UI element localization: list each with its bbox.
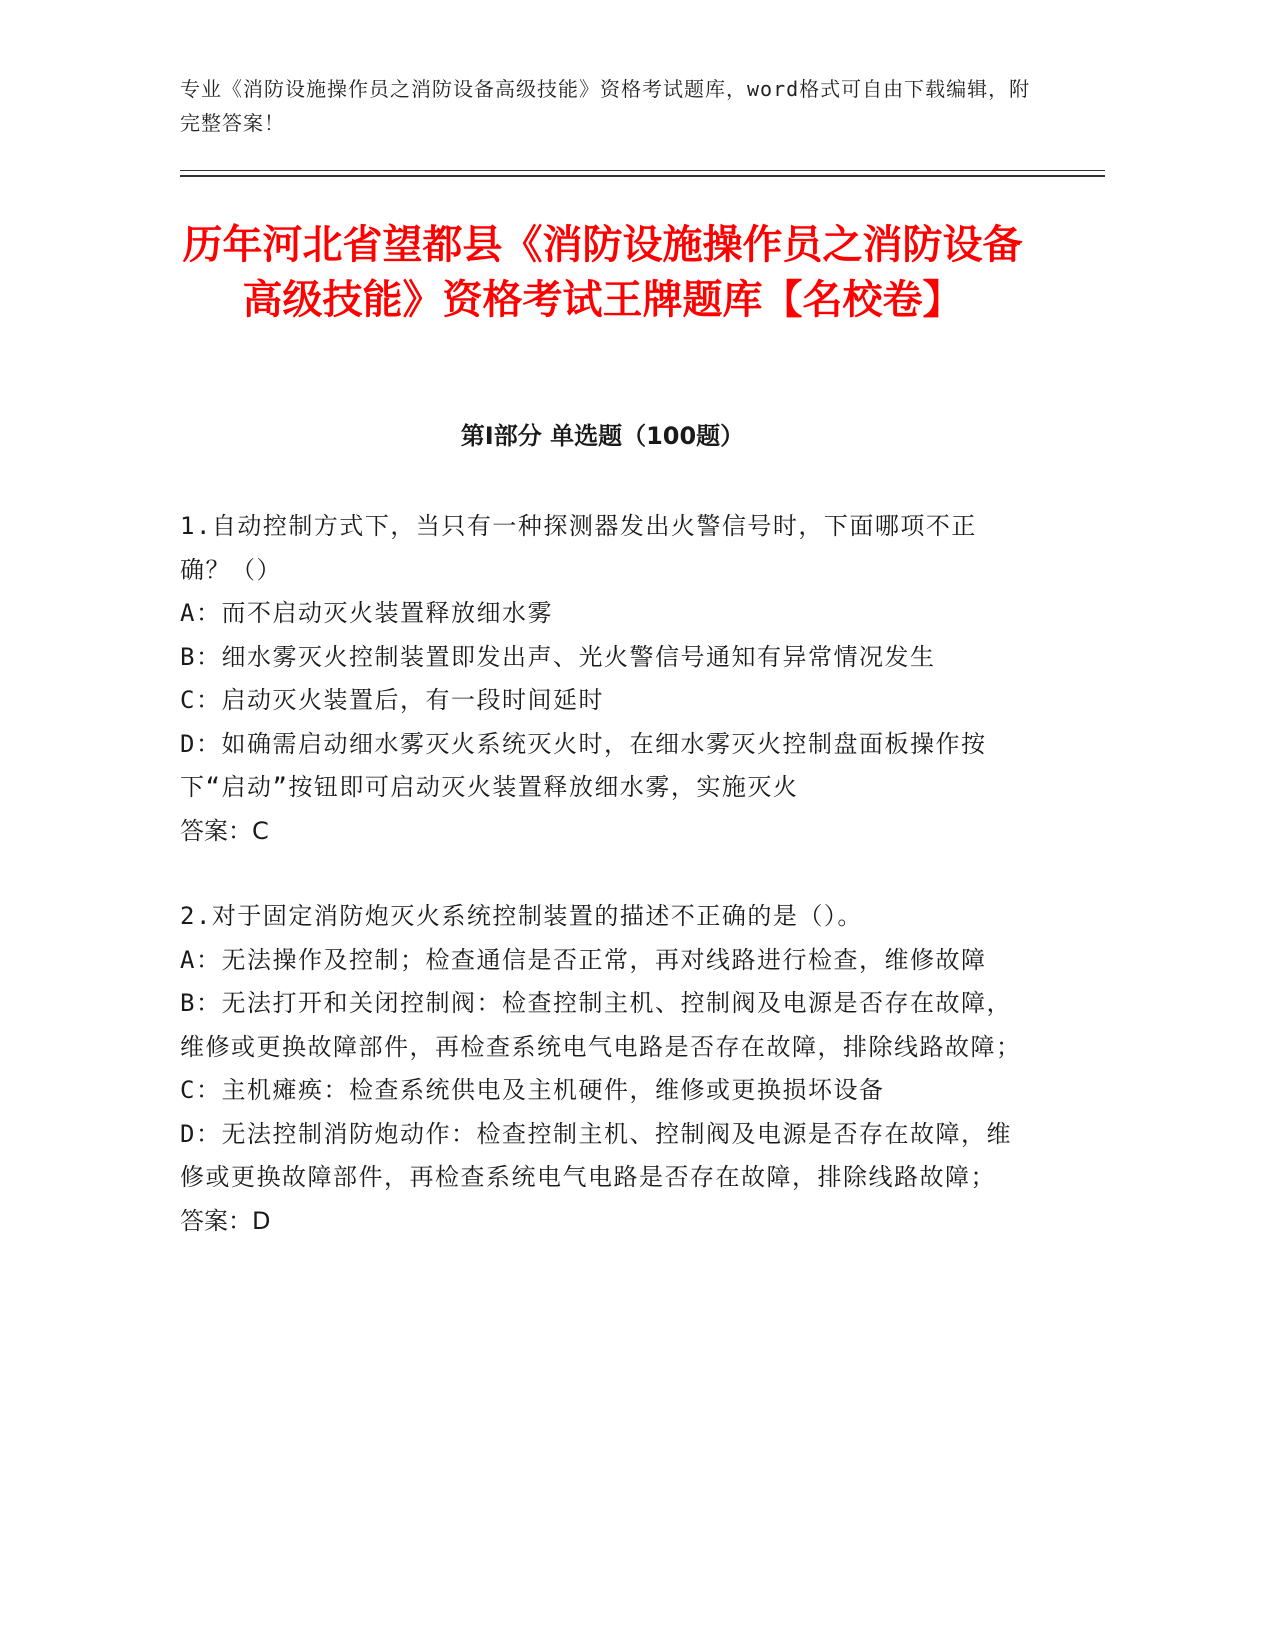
question-stem: 2.对于固定消防炮灭火系统控制装置的描述不正确的是（）。 [180, 902, 863, 930]
option-d: D：如确需启动细水雾灭火系统灭火时，在细水雾灭火控制盘面板操作按下“启动”按钮即可启动灭火装置释放细水雾，实施灭火 [180, 729, 987, 801]
question-2 [180, 895, 1025, 1243]
section-title: 第Ⅰ部分 单选题（100题） [460, 422, 745, 450]
option-a: A：无法操作及控制；检查通信是否正常，再对线路进行检查，维修故障 [180, 945, 987, 974]
option-c: C：启动灭火装置后，有一段时间延时 [180, 686, 604, 714]
header-divider-thin [180, 170, 1105, 171]
option-b: B：无法打开和关闭控制阀：检查控制主机、控制阀及电源是否存在故障，维修或更换故障部件，再检查系统电气电路是否存在故障，排除线路故障； [180, 989, 1022, 1061]
question-stem: 1.自动控制方式下，当只有一种探测器发出火警信号时，下面哪项不正确？（） [180, 512, 977, 584]
question-1 [180, 505, 1025, 853]
option-a: A：而不启动灭火装置释放细水雾 [180, 599, 553, 627]
document-title: 历年河北省望都县《消防设施操作员之消防设备高级技能》资格考试王牌题库【名校卷】 [182, 222, 1023, 323]
option-b: B：细水雾灭火控制装置即发出声、光火警信号通知有异常情况发生 [180, 642, 936, 671]
answer-label: 答案：D [180, 1206, 271, 1235]
answer-label: 答案：C [180, 816, 269, 845]
header-divider-thick [180, 175, 1105, 177]
option-d: D：无法控制消防炮动作：检查控制主机、控制阀及电源是否存在故障，维修或更换故障部件，再检查系统电气电路是否存在故障，排除线路故障； [180, 1119, 1012, 1191]
header-note: 专业《消防设施操作员之消防设备高级技能》资格考试题库，word格式可自由下载编辑，附完整答案！ [180, 77, 1031, 135]
option-c: C：主机瘫痪：检查系统供电及主机硬件，维修或更换损坏设备 [180, 1076, 885, 1104]
